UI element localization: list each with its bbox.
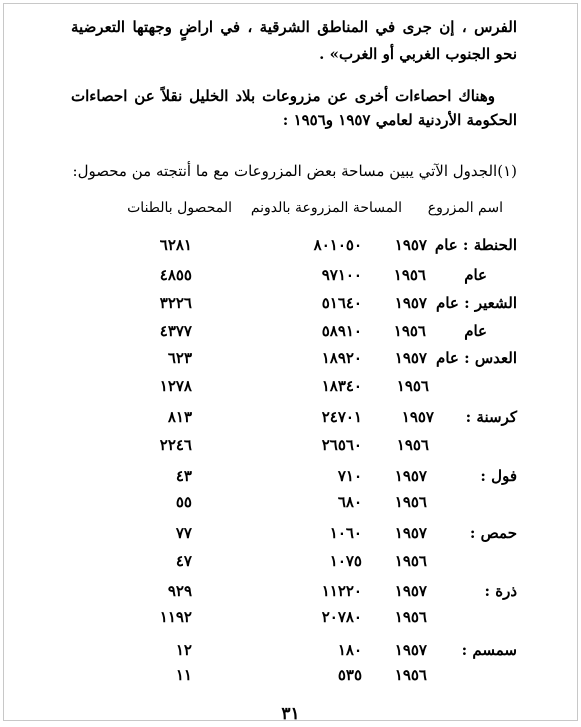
crop-production: ٣٢٢٦	[159, 294, 192, 312]
crop-name: سمسم :	[461, 641, 517, 659]
crop-production: ١١٩٢	[159, 608, 192, 626]
crop-year: ١٩٥٧	[394, 236, 427, 254]
crop-area: ٥١٦٤٠	[321, 294, 362, 312]
crop-area: ٧١٠	[337, 467, 362, 485]
crop-production: ٧٧	[175, 524, 192, 542]
crop-production: ٦٢٨١	[159, 236, 192, 254]
crop-year: ١٩٥٧	[394, 467, 427, 485]
crop-year: ١٩٥٧	[394, 524, 427, 542]
crop-production: ٦٢٣	[167, 349, 192, 367]
paragraph-2: وهناك احصاءات أخرى عن مزروعات بلاد الخليل نقلاً عن احصاءات الحكومة الأردنية لعامي ١٩٥٧ و١٩٥٦ :	[71, 87, 517, 129]
crop-area: ١٨٠	[337, 641, 362, 659]
crop-production: ٢٢٤٦	[159, 436, 192, 454]
crop-production: ٨١٣	[167, 408, 192, 426]
header-crop-name: اسم المزروع	[427, 200, 503, 216]
crop-production: ١١	[175, 666, 192, 684]
document-page	[3, 3, 578, 721]
crop-area: ٢٠٧٨٠	[321, 608, 362, 626]
crop-year: ١٩٥٦	[394, 493, 427, 511]
crop-area: ١٨٣٤٠	[321, 377, 362, 395]
table-intro: (١)الجدول الآتي يبين مساحة بعض المزروعات مع ما أنتجته من محصول:	[72, 162, 517, 180]
crop-year: ١٩٥٦	[394, 666, 427, 684]
crop-name: الحنطة : عام	[434, 236, 517, 254]
crop-area: ١١٢٢٠	[321, 582, 362, 600]
crop-year: ١٩٥٧	[401, 408, 434, 426]
crop-name: عام	[464, 266, 487, 284]
crop-area: ٩٧١٠٠	[321, 266, 362, 284]
crop-year: ١٩٥٧	[394, 641, 427, 659]
crop-name: ذرة :	[484, 582, 517, 600]
crop-year: ١٩٥٧	[394, 294, 427, 312]
crop-production: ٥٥	[175, 493, 192, 511]
crop-year: ١٩٥٧	[394, 582, 427, 600]
crop-area: ٥٣٥	[337, 666, 362, 684]
crop-name: كرسنة :	[465, 408, 517, 426]
crop-area: ١٠٦٠	[329, 524, 362, 542]
crop-production: ٩٢٩	[167, 582, 192, 600]
crop-name: فول :	[480, 467, 517, 485]
crop-production: ٤٣٧٧	[159, 322, 192, 340]
paragraph-1: الفرس ، إن جرى في المناطق الشرقية ، في اراضٍ وجهتها التعرضية نحو الجنوب الغربي أو الغرب» .	[71, 18, 517, 63]
crop-area: ٨٠١٠٥٠	[313, 236, 362, 254]
crop-name: عام	[464, 322, 487, 340]
header-area: المساحة المزروعة بالدونم	[250, 200, 402, 216]
crop-production: ٤٨٥٥	[159, 266, 192, 284]
crop-name: العدس : عام	[436, 349, 517, 367]
crop-year: ١٩٥٦	[396, 377, 429, 395]
crop-production: ١٢	[175, 641, 192, 659]
header-production: المحصول بالطنات	[127, 200, 232, 216]
crop-year: ١٩٥٦	[394, 608, 427, 626]
crop-name: حمص :	[469, 524, 517, 542]
crop-production: ١٢٧٨	[159, 377, 192, 395]
crop-area: ٢٤٧٠١	[321, 408, 362, 426]
page-number: ٣١	[281, 704, 300, 721]
crop-area: ١٨٩٢٠	[321, 349, 362, 367]
crop-area: ٦٨٠	[337, 493, 362, 511]
crop-year: ١٩٥٦	[394, 552, 427, 570]
crop-area: ١٠٧٥	[329, 552, 362, 570]
crop-production: ٤٧	[175, 552, 192, 570]
crop-year: ١٩٥٦	[396, 436, 429, 454]
crop-production: ٤٣	[175, 467, 192, 485]
crop-area: ٢٦٥٦٠	[321, 436, 362, 454]
crop-year: ١٩٥٦	[393, 266, 426, 284]
crop-area: ٥٨٩١٠	[321, 322, 362, 340]
crop-year: ١٩٥٦	[393, 322, 426, 340]
crop-name: الشعير : عام	[436, 294, 517, 312]
crop-year: ١٩٥٧	[394, 349, 427, 367]
